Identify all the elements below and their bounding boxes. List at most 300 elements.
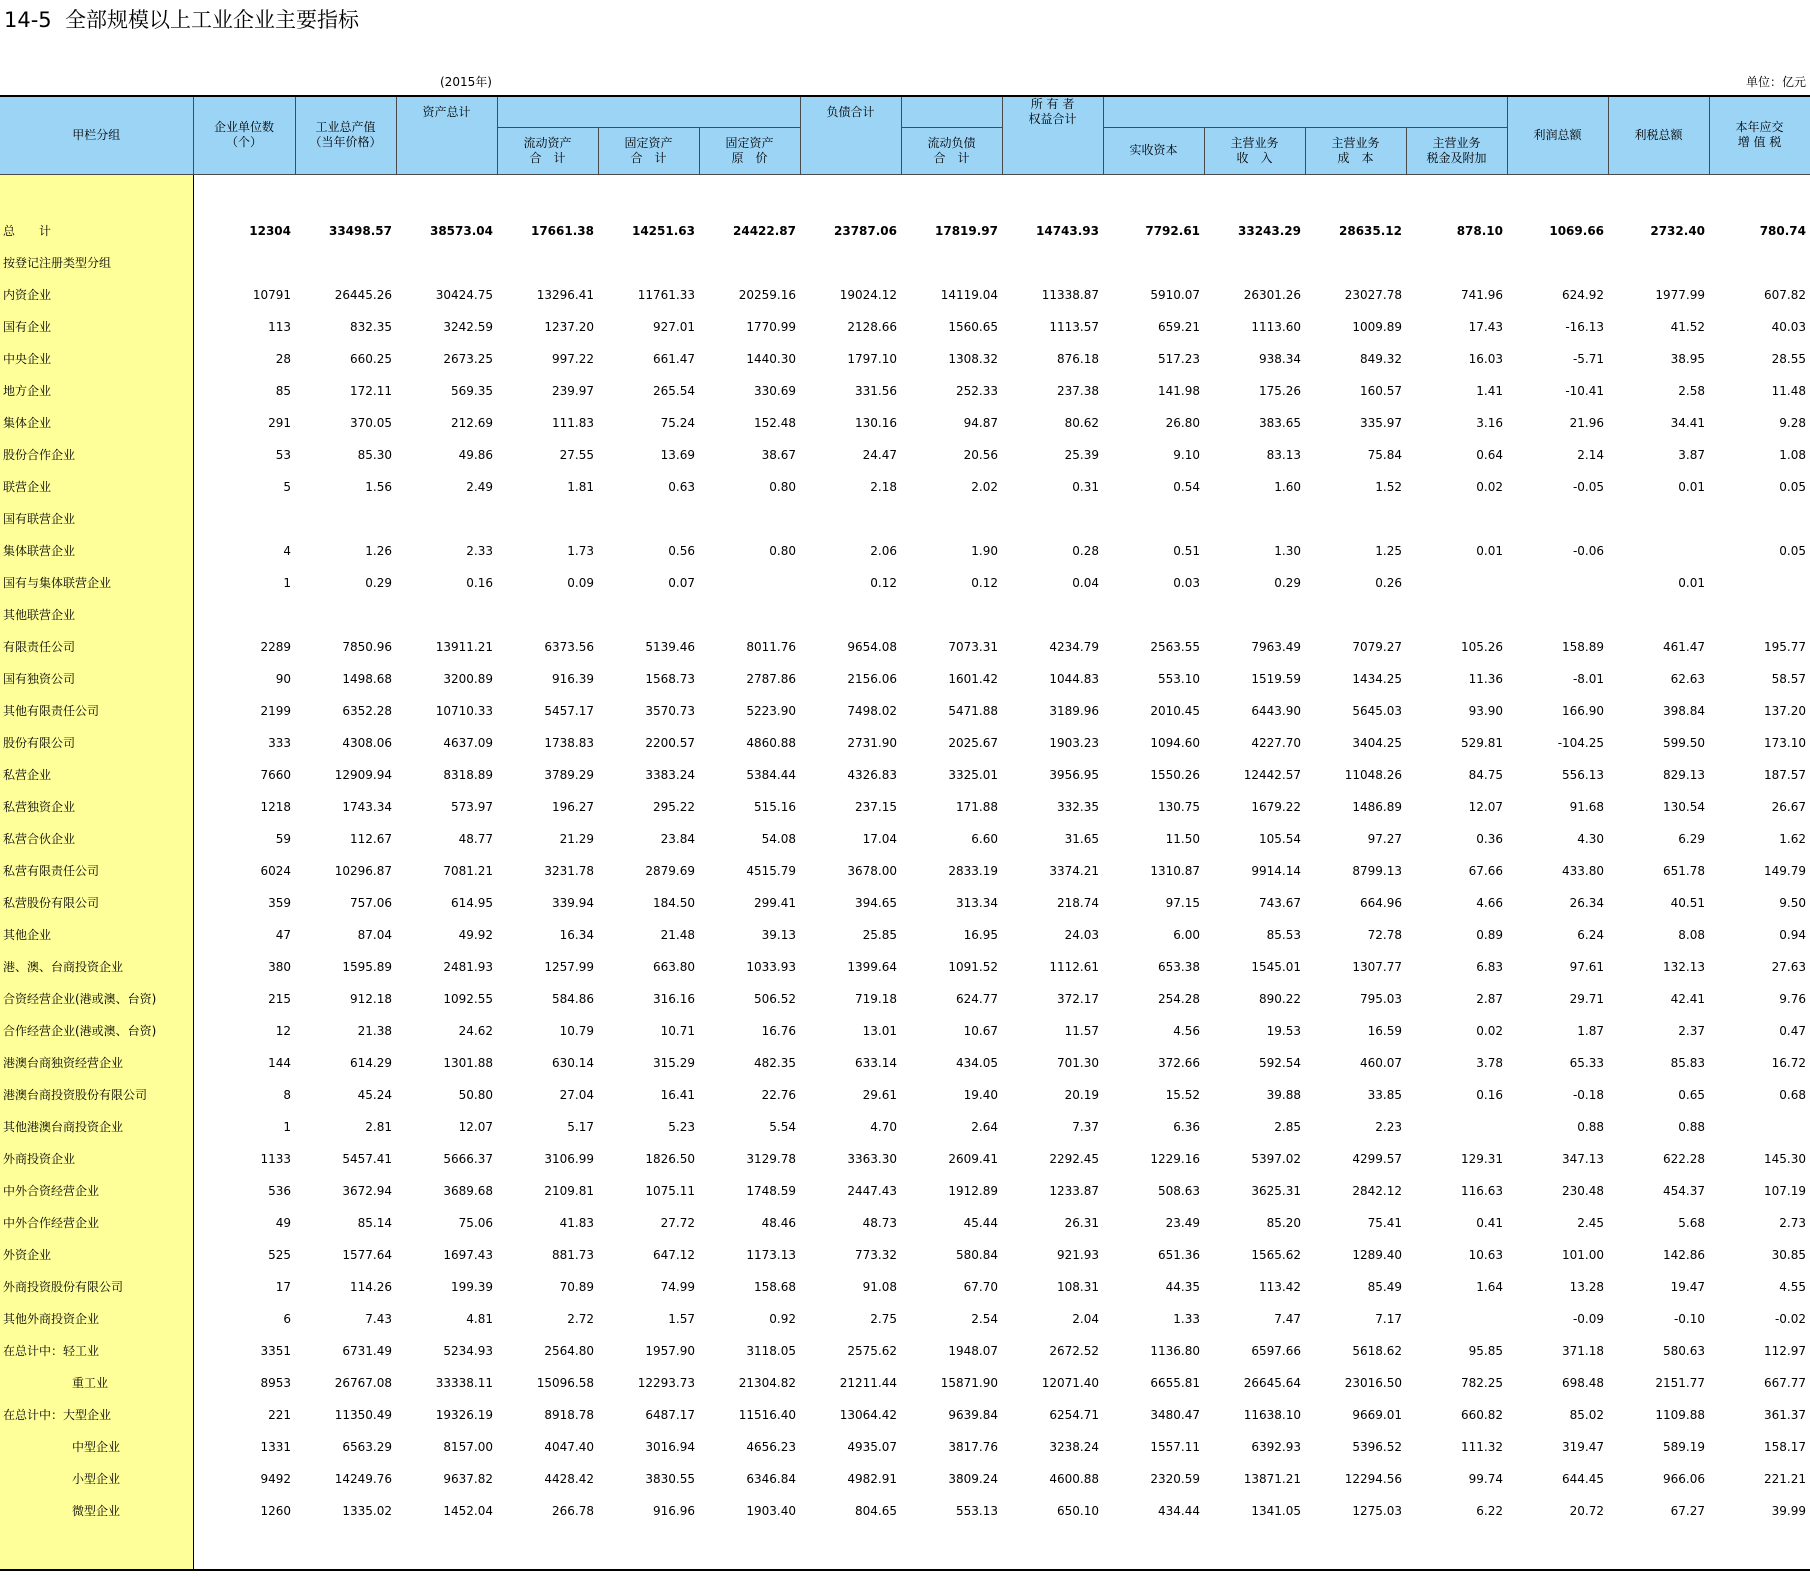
- table-cell: 2199: [260, 703, 291, 718]
- table-cell: 26301.26: [1243, 287, 1302, 302]
- table-cell: 4.56: [1173, 1023, 1201, 1038]
- table-cell: [1709, 1111, 1810, 1143]
- table-cell: 14249.76: [334, 1471, 392, 1486]
- row-label: 股份合作企业: [0, 439, 193, 471]
- table-cell: 1.56: [365, 479, 392, 494]
- table-cell: 29.71: [1569, 991, 1605, 1006]
- header-paid-capital: 实收资本: [1103, 127, 1204, 174]
- table-cell: [1709, 503, 1810, 535]
- table-cell: 0.80: [769, 479, 797, 494]
- table-cell: 48.46: [761, 1215, 797, 1230]
- table-cell: 370.05: [350, 415, 392, 430]
- table-cell: 13871.21: [1243, 1471, 1302, 1486]
- table-cell: 515.16: [754, 799, 797, 814]
- row-label: 在总计中：轻工业: [0, 1335, 193, 1367]
- table-cell: 215: [268, 991, 291, 1006]
- table-cell: [1103, 503, 1204, 535]
- row-label: 在总计中：大型企业: [0, 1399, 193, 1431]
- table-cell: 19.40: [963, 1087, 999, 1102]
- table-cell: 7079.27: [1352, 639, 1403, 654]
- table-cell: 332.35: [1057, 799, 1100, 814]
- table-cell: 1748.59: [746, 1183, 797, 1198]
- table-cell: 99.74: [1468, 1471, 1504, 1486]
- row-label: 港澳台商投资股份有限公司: [0, 1079, 193, 1111]
- table-cell: 1289.40: [1352, 1247, 1403, 1262]
- table-cell: [1709, 567, 1810, 599]
- table-cell: [901, 503, 1002, 535]
- table-cell: [295, 503, 396, 535]
- table-cell: 15.52: [1165, 1087, 1201, 1102]
- table-cell: 28635.12: [1339, 223, 1403, 238]
- table-cell: 8157.00: [443, 1439, 493, 1454]
- table-cell: 21.48: [660, 927, 695, 942]
- table-cell: 1136.80: [1150, 1343, 1201, 1358]
- table-cell: 1498.68: [342, 671, 392, 686]
- table-cell: 517.23: [1158, 351, 1201, 366]
- table-cell: 1399.64: [847, 959, 898, 974]
- table-cell: 30.85: [1771, 1247, 1807, 1262]
- table-cell: 1957.90: [645, 1343, 695, 1358]
- table-cell: 383.65: [1259, 415, 1302, 430]
- table-cell: 17.04: [862, 831, 898, 846]
- table-cell: 1797.10: [847, 351, 898, 366]
- table-cell: 195.77: [1764, 639, 1807, 654]
- table-row: [0, 695, 1810, 727]
- table-cell: 24422.87: [733, 223, 797, 238]
- table-cell: 38.67: [761, 447, 797, 462]
- table-cell: 0.47: [1779, 1023, 1807, 1038]
- table-cell: 33498.57: [328, 223, 392, 238]
- table-cell: [1406, 1111, 1507, 1143]
- table-cell: 12304: [249, 223, 291, 238]
- table-cell: 221.21: [1764, 1471, 1807, 1486]
- table-cell: 11516.40: [738, 1407, 797, 1422]
- table-cell: 0.31: [1072, 479, 1100, 494]
- table-cell: 1486.89: [1352, 799, 1403, 814]
- table-cell: 27.55: [559, 447, 594, 462]
- table-cell: 16.95: [963, 927, 999, 942]
- row-label: 地方企业: [0, 375, 193, 407]
- table-cell: 237.38: [1057, 383, 1100, 398]
- header-profit: 利润总额: [1507, 96, 1608, 174]
- table-cell: 4.81: [466, 1311, 493, 1326]
- table-cell: 4656.23: [746, 1439, 797, 1454]
- table-cell: 0.12: [971, 575, 999, 590]
- table-cell: 795.03: [1360, 991, 1403, 1006]
- table-cell: 14251.63: [631, 223, 695, 238]
- table-cell: 145.30: [1764, 1151, 1807, 1166]
- table-cell: 2.58: [1678, 383, 1706, 398]
- table-cell: 580.84: [956, 1247, 999, 1262]
- table-cell: 2.18: [870, 479, 898, 494]
- header-liab-spacer: [901, 96, 1002, 127]
- table-cell: 5397.02: [1251, 1151, 1302, 1166]
- table-cell: 83.13: [1266, 447, 1302, 462]
- table-cell: [1305, 247, 1406, 279]
- table-cell: 12909.94: [334, 767, 392, 782]
- table-cell: 49.92: [458, 927, 493, 942]
- table-cell: 10.79: [559, 1023, 594, 1038]
- table-cell: 0.56: [668, 543, 695, 558]
- table-cell: 2.06: [870, 543, 898, 558]
- table-cell: 659.21: [1158, 319, 1201, 334]
- table-cell: 4.30: [1577, 831, 1605, 846]
- row-label: 其他联营企业: [0, 599, 193, 631]
- table-cell: [193, 599, 295, 631]
- table-cell: 12.07: [458, 1119, 493, 1134]
- table-cell: 67.66: [1468, 863, 1504, 878]
- table-cell: 0.65: [1678, 1087, 1706, 1102]
- row-label: 合资经营企业(港或澳、台资): [0, 983, 193, 1015]
- table-cell: [699, 503, 800, 535]
- table-cell: 912.18: [350, 991, 392, 1006]
- table-cell: 829.13: [1663, 767, 1706, 782]
- table-cell: 1033.93: [746, 959, 797, 974]
- table-cell: 15096.58: [536, 1375, 594, 1390]
- table-cell: 2.73: [1779, 1215, 1807, 1230]
- header-main-revenue: 主营业务 收 入: [1204, 127, 1305, 174]
- table-cell: 28.55: [1771, 351, 1807, 366]
- table-cell: 1.25: [1375, 543, 1403, 558]
- table-cell: 330.69: [754, 383, 797, 398]
- table-cell: 0.92: [769, 1311, 797, 1326]
- bottom-spacer-row: [0, 1527, 1810, 1570]
- table-cell: 1545.01: [1251, 959, 1302, 974]
- table-cell: 75.41: [1367, 1215, 1403, 1230]
- header-vat: 本年应交 增 值 税: [1709, 96, 1810, 174]
- table-cell: 461.47: [1663, 639, 1706, 654]
- table-cell: -10.41: [1565, 383, 1605, 398]
- table-cell: 6563.29: [342, 1439, 392, 1454]
- table-cell: 8799.13: [1352, 863, 1403, 878]
- table-cell: 4935.07: [847, 1439, 898, 1454]
- row-label: 中外合资经营企业: [0, 1175, 193, 1207]
- table-row: [0, 599, 1810, 631]
- table-cell: 10.71: [660, 1023, 695, 1038]
- table-cell: 0.01: [1476, 543, 1504, 558]
- table-cell: 11.50: [1165, 831, 1201, 846]
- table-cell: 111.32: [1461, 1439, 1504, 1454]
- table-cell: 62.63: [1670, 671, 1706, 686]
- table-cell: 1679.22: [1251, 799, 1302, 814]
- table-cell: 347.13: [1562, 1151, 1605, 1166]
- row-label: 国有联营企业: [0, 503, 193, 535]
- table-cell: -0.05: [1572, 479, 1605, 494]
- table-row: [0, 375, 1810, 407]
- table-cell: 644.45: [1562, 1471, 1605, 1486]
- table-cell: 2128.66: [847, 319, 898, 334]
- table-cell: 13.01: [862, 1023, 898, 1038]
- table-cell: 607.82: [1764, 287, 1807, 302]
- table-cell: 39.88: [1266, 1087, 1302, 1102]
- table-cell: 12.07: [1468, 799, 1504, 814]
- table-cell: 741.96: [1461, 287, 1504, 302]
- table-cell: 6.60: [971, 831, 999, 846]
- table-cell: 129.31: [1461, 1151, 1504, 1166]
- table-cell: 67.70: [963, 1279, 999, 1294]
- table-cell: [1608, 247, 1709, 279]
- table-cell: 614.29: [350, 1055, 392, 1070]
- table-cell: 624.92: [1562, 287, 1605, 302]
- table-cell: 2.75: [870, 1311, 898, 1326]
- table-cell: 212.69: [451, 415, 493, 430]
- table-cell: 553.13: [956, 1503, 999, 1518]
- table-cell: [1406, 503, 1507, 535]
- table-cell: 647.12: [653, 1247, 695, 1262]
- table-cell: 1133: [260, 1151, 291, 1166]
- table-cell: [1608, 535, 1709, 567]
- table-cell: 2879.69: [645, 863, 695, 878]
- table-cell: 1109.88: [1655, 1407, 1706, 1422]
- table-row: [0, 1463, 1810, 1495]
- table-row: [0, 1015, 1810, 1047]
- table-cell: 782.25: [1461, 1375, 1504, 1390]
- table-cell: 2.23: [1375, 1119, 1403, 1134]
- table-cell: 622.28: [1663, 1151, 1706, 1166]
- table-row: [0, 567, 1810, 599]
- table-cell: [396, 599, 497, 631]
- table-cell: [295, 247, 396, 279]
- table-cell: 9.10: [1173, 447, 1201, 462]
- table-cell: 16.72: [1771, 1055, 1807, 1070]
- row-label: 外资企业: [0, 1239, 193, 1271]
- table-cell: [699, 567, 800, 599]
- table-cell: 12294.56: [1344, 1471, 1403, 1486]
- header-profit-tax: 利税总额: [1608, 96, 1709, 174]
- table-cell: 112.67: [350, 831, 392, 846]
- table-cell: 2200.57: [645, 735, 695, 750]
- table-cell: 24.62: [458, 1023, 493, 1038]
- top-spacer-row: [0, 174, 1810, 215]
- table-cell: 9492: [260, 1471, 291, 1486]
- table-cell: 85: [275, 383, 291, 398]
- table-cell: [901, 247, 1002, 279]
- table-cell: 97.61: [1569, 959, 1605, 974]
- table-cell: 5457.17: [544, 703, 594, 718]
- table-header: [0, 96, 1810, 174]
- table-cell: 1977.99: [1655, 287, 1706, 302]
- table-cell: 1257.99: [544, 959, 594, 974]
- header-equity-blank: [1002, 127, 1103, 174]
- table-cell: 26767.08: [334, 1375, 392, 1390]
- table-cell: [1204, 503, 1305, 535]
- row-label: 重工业: [0, 1367, 193, 1399]
- table-cell: 2010.45: [1150, 703, 1201, 718]
- table-cell: 881.73: [552, 1247, 594, 1262]
- table-body: [0, 174, 1810, 1570]
- table-cell: 1092.55: [443, 991, 493, 1006]
- table-cell: 8.08: [1678, 927, 1706, 942]
- table-row: [0, 279, 1810, 311]
- table-cell: 3625.31: [1251, 1183, 1302, 1198]
- table-cell: -0.10: [1673, 1311, 1706, 1326]
- table-row: [0, 823, 1810, 855]
- table-cell: 433.80: [1562, 863, 1605, 878]
- table-cell: 130.75: [1158, 799, 1201, 814]
- table-cell: 6597.66: [1251, 1343, 1302, 1358]
- table-cell: 199.39: [451, 1279, 493, 1294]
- table-cell: 0.29: [1274, 575, 1302, 590]
- table-cell: 65.33: [1569, 1055, 1605, 1070]
- table-cell: 2151.77: [1655, 1375, 1706, 1390]
- table-cell: 3817.76: [948, 1439, 999, 1454]
- table-cell: 372.17: [1057, 991, 1100, 1006]
- table-cell: 16.34: [559, 927, 594, 942]
- table-cell: [1406, 1303, 1507, 1335]
- table-cell: 371.18: [1562, 1343, 1605, 1358]
- table-cell: 1697.43: [443, 1247, 493, 1262]
- row-label: 中外合作经营企业: [0, 1207, 193, 1239]
- table-cell: 3789.29: [544, 767, 594, 782]
- table-cell: 5223.90: [746, 703, 797, 718]
- table-cell: 372.66: [1158, 1055, 1201, 1070]
- table-row: [0, 1271, 1810, 1303]
- table-cell: 7792.61: [1145, 223, 1201, 238]
- table-cell: 2109.81: [544, 1183, 594, 1198]
- table-cell: [901, 599, 1002, 631]
- table-cell: 1301.88: [443, 1055, 493, 1070]
- table-cell: 105.26: [1461, 639, 1504, 654]
- table-cell: 152.48: [754, 415, 797, 430]
- table-cell: 158.68: [754, 1279, 797, 1294]
- table-cell: 0.68: [1779, 1087, 1807, 1102]
- table-cell: [1507, 599, 1608, 631]
- table-cell: 3689.68: [443, 1183, 493, 1198]
- table-cell: 6392.93: [1251, 1439, 1302, 1454]
- table-cell: 49.86: [458, 447, 493, 462]
- table-row: [0, 1431, 1810, 1463]
- table-cell: 21.29: [559, 831, 594, 846]
- table-cell: 6.29: [1678, 831, 1706, 846]
- table-cell: 9.28: [1779, 415, 1807, 430]
- table-cell: 85.14: [357, 1215, 392, 1230]
- table-cell: 19.47: [1670, 1279, 1706, 1294]
- table-cell: [1709, 599, 1810, 631]
- row-label: 总 计: [0, 215, 193, 247]
- table-cell: 97.27: [1367, 831, 1403, 846]
- table-cell: 3672.94: [342, 1183, 392, 1198]
- table-cell: 556.13: [1562, 767, 1605, 782]
- table-cell: [1507, 567, 1608, 599]
- table-cell: 553.10: [1158, 671, 1201, 686]
- table-cell: 773.32: [855, 1247, 898, 1262]
- table-cell: 3570.73: [645, 703, 695, 718]
- table-cell: [193, 247, 295, 279]
- table-cell: 1275.03: [1352, 1503, 1403, 1518]
- table-cell: 315.29: [653, 1055, 695, 1070]
- table-cell: 50.80: [458, 1087, 493, 1102]
- table-cell: 3480.47: [1150, 1407, 1201, 1422]
- header-output: 工业总产值 （当年价格）: [295, 96, 396, 174]
- table-cell: 1: [283, 1119, 291, 1134]
- table-cell: 1948.07: [948, 1343, 999, 1358]
- table-cell: 313.34: [956, 895, 999, 910]
- header-fixed-assets: 固定资产 合 计: [598, 127, 699, 174]
- table-cell: 299.41: [754, 895, 797, 910]
- table-cell: 23.49: [1165, 1215, 1201, 1230]
- table-cell: 661.47: [653, 351, 695, 366]
- table-cell: 2672.52: [1049, 1343, 1100, 1358]
- table-cell: 3.78: [1476, 1055, 1504, 1070]
- table-cell: -16.13: [1565, 319, 1605, 334]
- table-cell: 4227.70: [1251, 735, 1302, 750]
- label-spacer-cell: [0, 174, 193, 215]
- table-cell: 4: [283, 543, 291, 558]
- table-cell: 97.15: [1165, 895, 1201, 910]
- table-cell: 916.96: [653, 1503, 695, 1518]
- table-row: [0, 503, 1810, 535]
- table-cell: 1912.89: [948, 1183, 999, 1198]
- table-cell: 878.10: [1456, 223, 1504, 238]
- table-cell: [1608, 503, 1709, 535]
- table-cell: 172.11: [350, 383, 392, 398]
- row-label: 联营企业: [0, 471, 193, 503]
- table-cell: 27.63: [1771, 959, 1807, 974]
- table-cell: 1.62: [1779, 831, 1807, 846]
- table-cell: 12442.57: [1243, 767, 1302, 782]
- table-cell: 137.20: [1764, 703, 1807, 718]
- table-cell: 1091.52: [948, 959, 999, 974]
- table-cell: 1595.89: [342, 959, 392, 974]
- row-label: 其他企业: [0, 919, 193, 951]
- table-cell: 5396.52: [1352, 1439, 1403, 1454]
- table-cell: 41.83: [559, 1215, 594, 1230]
- table-cell: 1.52: [1375, 479, 1403, 494]
- table-cell: 0.09: [567, 575, 594, 590]
- table-cell: 11350.49: [334, 1407, 392, 1422]
- table-cell: 1601.42: [948, 671, 999, 686]
- table-cell: 1.81: [567, 479, 594, 494]
- table-cell: 116.63: [1461, 1183, 1504, 1198]
- table-cell: 5234.93: [443, 1343, 493, 1358]
- table-cell: 2.72: [567, 1311, 594, 1326]
- table-cell: 7963.49: [1251, 639, 1302, 654]
- table-cell: 6487.17: [645, 1407, 695, 1422]
- table-cell: 4428.42: [544, 1471, 594, 1486]
- table-cell: -5.71: [1572, 351, 1605, 366]
- table-cell: 10.67: [963, 1023, 999, 1038]
- indicator-table-container: [0, 95, 1810, 1571]
- table-cell: 1237.20: [544, 319, 594, 334]
- table-cell: 4308.06: [342, 735, 392, 750]
- table-cell: 45.24: [357, 1087, 392, 1102]
- table-cell: 0.01: [1678, 479, 1706, 494]
- table-cell: 221: [268, 1407, 291, 1422]
- table-cell: 398.84: [1663, 703, 1706, 718]
- table-row: [0, 1047, 1810, 1079]
- table-cell: 630.14: [552, 1055, 594, 1070]
- table-cell: 849.32: [1360, 351, 1403, 366]
- table-cell: 3363.30: [847, 1151, 898, 1166]
- table-row: [0, 247, 1810, 279]
- table-cell: 9639.84: [948, 1407, 999, 1422]
- header-equity: 所 有 者 权益合计: [1002, 96, 1103, 127]
- table-cell: 569.35: [451, 383, 493, 398]
- table-cell: 460.07: [1360, 1055, 1403, 1070]
- table-cell: [800, 599, 901, 631]
- table-cell: 4047.40: [544, 1439, 594, 1454]
- table-cell: 19024.12: [839, 287, 898, 302]
- table-cell: 7850.96: [342, 639, 392, 654]
- table-cell: 2.85: [1274, 1119, 1302, 1134]
- table-cell: 7660: [260, 767, 291, 782]
- row-label: 私营企业: [0, 759, 193, 791]
- row-label: 小型企业: [0, 1463, 193, 1495]
- table-cell: 333: [268, 735, 291, 750]
- row-label: 国有与集体联营企业: [0, 567, 193, 599]
- table-cell: 196.27: [552, 799, 594, 814]
- table-cell: 10296.87: [334, 863, 392, 878]
